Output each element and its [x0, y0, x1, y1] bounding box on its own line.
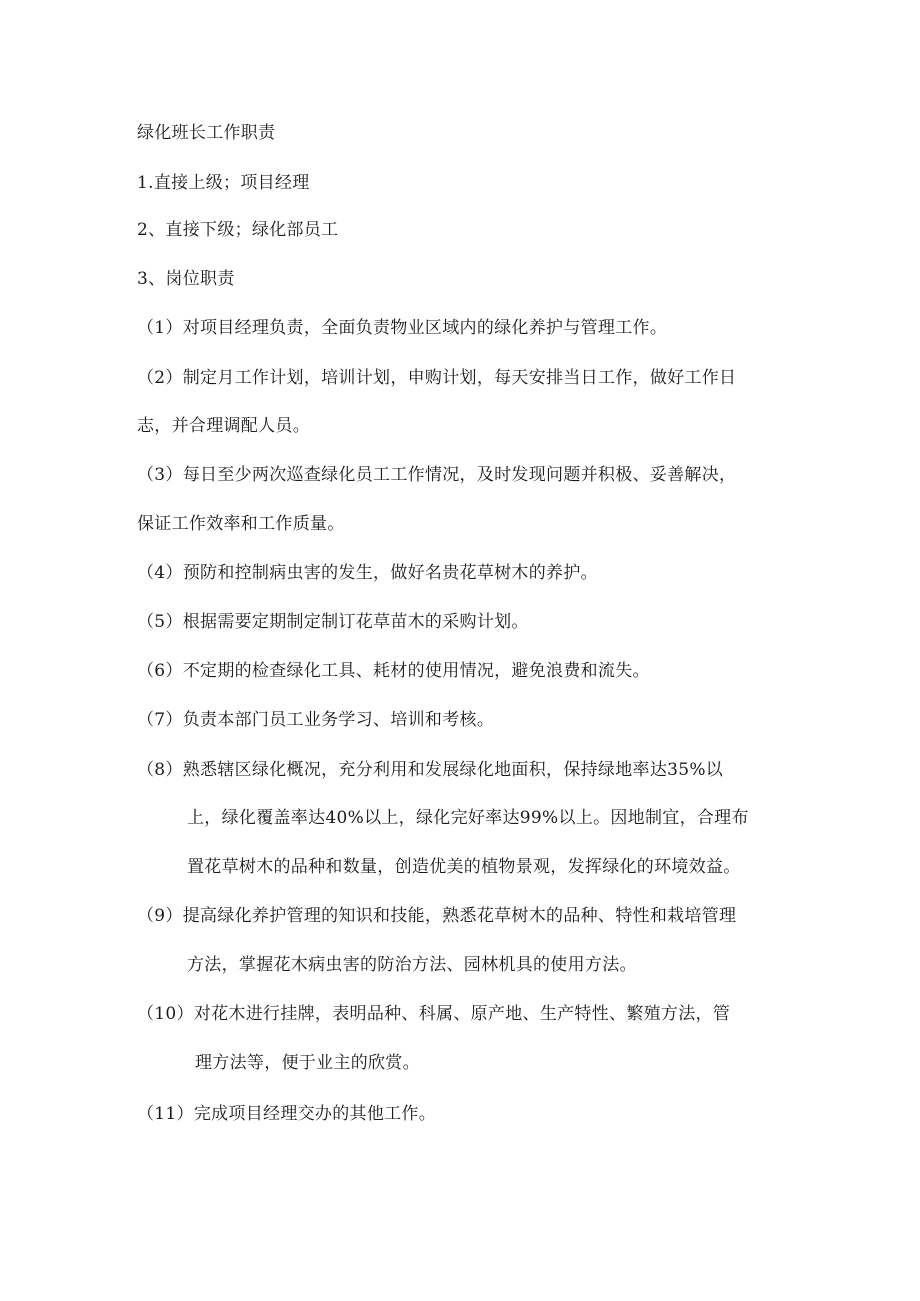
- duty-5: （5）根据需要定期制定制订花草苗木的采购计划。: [137, 612, 529, 632]
- duties-heading: 3、岗位职责: [137, 269, 235, 289]
- duty-8-line-2: 上，绿化覆盖率达40%以上，绿化完好率达99%以上。因地制宜，合理布: [187, 808, 749, 828]
- duty-10-line-2: 理方法等，便于业主的欣赏。: [195, 1053, 420, 1073]
- duty-3-line-1: （3）每日至少两次巡查绿化员工工作情况，及时发现问题并积极、妥善解决，: [137, 465, 737, 485]
- duty-2-line-2: 志，并合理调配人员。: [137, 416, 310, 436]
- duty-8-line-3: 置花草树木的品种和数量，创造优美的植物景观，发挥绿化的环境效益。: [187, 857, 741, 877]
- duty-2-line-1: （2）制定月工作计划，培训计划，申购计划，每天安排当日工作，做好工作日: [137, 368, 737, 388]
- duty-3-line-2: 保证工作效率和工作质量。: [137, 514, 345, 534]
- duty-9-line-2: 方法，掌握花木病虫害的防治方法、园林机具的使用方法。: [187, 955, 637, 975]
- duty-8-line-1: （8）熟悉辖区绿化概况，充分利用和发展绿化地面积，保持绿地率达35%以: [137, 760, 724, 780]
- supervisor-line: 1.直接上级；项目经理: [137, 173, 310, 193]
- subordinate-line: 2、直接下级；绿化部员工: [137, 220, 339, 240]
- duty-9-line-1: （9）提高绿化养护管理的知识和技能，熟悉花草树木的品种、特性和栽培管理: [137, 906, 737, 926]
- document-title: 绿化班长工作职责: [137, 123, 276, 143]
- duty-11: （11）完成项目经理交办的其他工作。: [137, 1104, 437, 1124]
- duty-6: （6）不定期的检查绿化工具、耗材的使用情况，避免浪费和流失。: [137, 661, 650, 681]
- duty-7: （7）负责本部门员工业务学习、培训和考核。: [137, 710, 495, 730]
- duty-4: （4）预防和控制病虫害的发生，做好名贵花草树木的养护。: [137, 563, 598, 583]
- duty-1: （1）对项目经理负责，全面负责物业区域内的绿化养护与管理工作。: [137, 318, 668, 338]
- duty-10-line-1: （10）对花木进行挂牌，表明品种、科属、原产地、生产特性、繁殖方法，管: [137, 1004, 731, 1024]
